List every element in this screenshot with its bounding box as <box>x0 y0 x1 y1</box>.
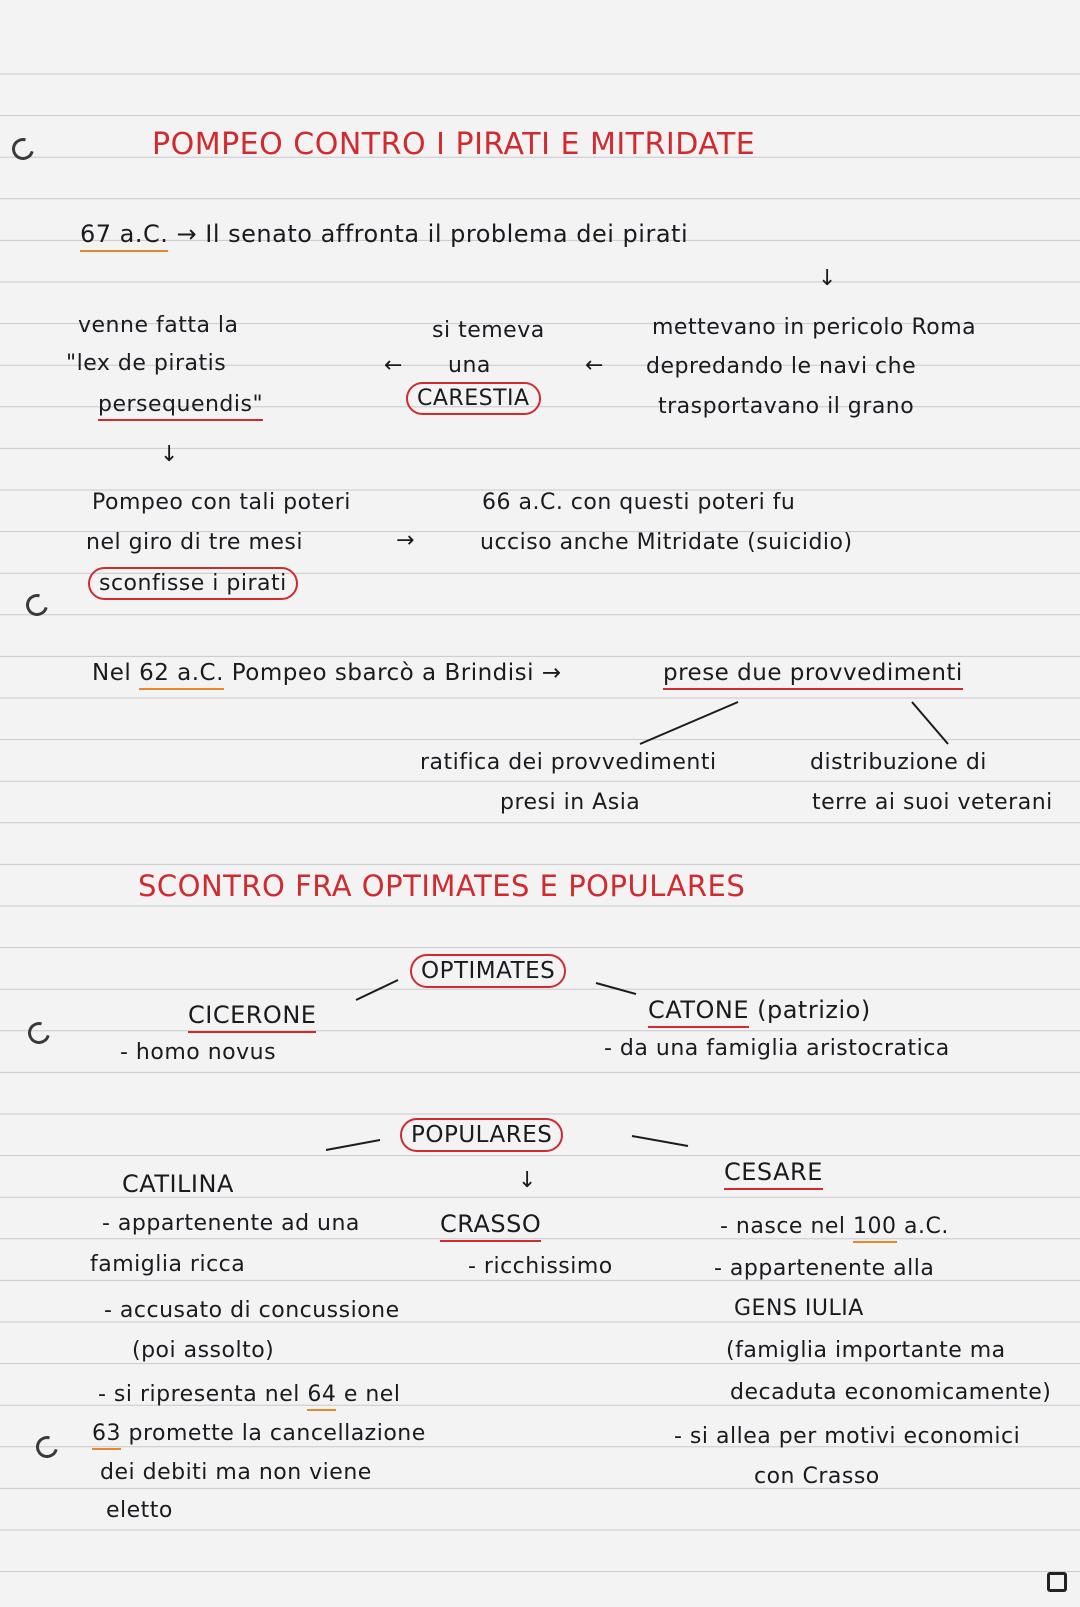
mithridates-line-1: 66 a.C. con questi poteri fu <box>482 490 796 515</box>
mithridates-line-2: ucciso anche Mitridate (suicidio) <box>480 530 853 555</box>
catilina-line-5c: e nel <box>336 1382 401 1407</box>
catilina-line-3: - accusato di concussione <box>104 1298 400 1323</box>
section-heading: SCONTRO FRA OPTIMATES E POPULARES <box>138 869 746 903</box>
cesare-line-4: (famiglia importante ma <box>726 1338 1006 1363</box>
powers-line-1: Pompeo con tali poteri <box>92 490 351 515</box>
arrow-to-cesare <box>632 1136 688 1146</box>
arrow-right-icon: → <box>176 220 198 248</box>
cesare-line-1c: a.C. <box>896 1214 949 1239</box>
catilina-line-5a: - si ripresenta nel <box>98 1382 308 1407</box>
arrow-down-icon: ↓ <box>518 1168 537 1193</box>
danger-line-2: depredando le navi che <box>646 354 917 379</box>
cicerone-note: - homo novus <box>120 1040 277 1065</box>
ratify-line-1: ratifica dei provvedimenti <box>420 750 717 775</box>
catilina-line-6 <box>92 1423 426 1445</box>
catilina-line-1: - appartenente ad una <box>102 1211 360 1236</box>
senate-text: Il senato affronta il problema dei pirati <box>205 220 689 248</box>
famine-keyword: CARESTIA <box>406 382 541 415</box>
page-title: POMPEO CONTRO I PIRATI E MITRIDATE <box>152 127 756 162</box>
brindisi-prefix: Nel <box>92 660 140 686</box>
lex-line-3-text: persequendis" <box>98 392 263 421</box>
date-67-label: 67 a.C. <box>80 220 168 252</box>
catilina-line-2: famiglia ricca <box>90 1252 246 1277</box>
distrib-line-1: distribuzione di <box>810 750 987 775</box>
cesare-line-1a: - nasce nel <box>720 1214 854 1239</box>
catilina-name: CATILINA <box>122 1170 234 1198</box>
catilina-line-6b: promette la cancellazione <box>121 1421 426 1446</box>
lex-line-1: venne fatta la <box>78 313 239 338</box>
cesare-line-6: - si allea per motivi economici <box>674 1424 1021 1449</box>
cesare-heading <box>724 1160 823 1184</box>
ratify-line-2: presi in Asia <box>500 790 641 815</box>
brindisi-measures-text: prese due provvedimenti <box>663 660 963 690</box>
cesare-line-3: GENS IULIA <box>734 1296 864 1321</box>
crasso-heading <box>440 1212 541 1236</box>
powers-line-2: nel giro di tre mesi <box>86 530 304 555</box>
arrow-down-icon: ↓ <box>160 442 179 467</box>
cesare-line-2: - appartenente alla <box>714 1256 935 1281</box>
date-64: 64 <box>307 1382 336 1411</box>
cicerone-name: CICERONE <box>188 1001 316 1033</box>
cesare-line-7: con Crasso <box>754 1464 880 1489</box>
date-63: 63 <box>92 1421 121 1450</box>
optimates-label: OPTIMATES <box>410 954 566 988</box>
lex-line-2: "lex de piratis <box>66 351 227 376</box>
catilina-line-8: eletto <box>106 1498 173 1523</box>
catone-note: - da una famiglia aristocratica <box>604 1036 950 1061</box>
arrow-right-icon: → <box>396 528 415 553</box>
powers-keyword: sconfisse i pirati <box>88 567 298 600</box>
date-62: 62 a.C. <box>139 660 224 690</box>
famine-line-2: una <box>448 353 491 378</box>
populares-label: POPULARES <box>400 1118 563 1152</box>
catone-name: CATONE <box>648 996 749 1028</box>
date-100: 100 <box>853 1214 897 1243</box>
cesare-line-5: decaduta economicamente) <box>730 1380 1052 1405</box>
arrow-to-catilina <box>326 1140 380 1150</box>
danger-line-3: trasportavano il grano <box>658 394 915 419</box>
danger-line-1: mettevano in pericolo Roma <box>652 315 977 340</box>
arrow-left-icon: ← <box>384 353 403 378</box>
crasso-note: - ricchissimo <box>468 1254 613 1279</box>
famine-line-1: si temeva <box>432 318 545 343</box>
cesare-name: CESARE <box>724 1158 823 1190</box>
catilina-line-5 <box>98 1384 400 1406</box>
arrow-left-icon: ← <box>585 353 604 378</box>
catilina-line-7: dei debiti ma non viene <box>100 1460 372 1485</box>
catone-patrician: (patrizio) <box>757 996 871 1024</box>
cesare-line-1 <box>720 1216 949 1238</box>
arrow-right-icon: → <box>541 660 562 686</box>
corner-checkbox-icon <box>1047 1572 1067 1592</box>
arrow-down-icon: ↓ <box>818 266 837 291</box>
catilina-line-4: (poi assolto) <box>132 1338 275 1363</box>
distrib-line-2: terre ai suoi veterani <box>812 790 1053 815</box>
crasso-name: CRASSO <box>440 1210 541 1242</box>
brindisi-mid: Pompeo sbarcò a Brindisi <box>223 660 542 686</box>
